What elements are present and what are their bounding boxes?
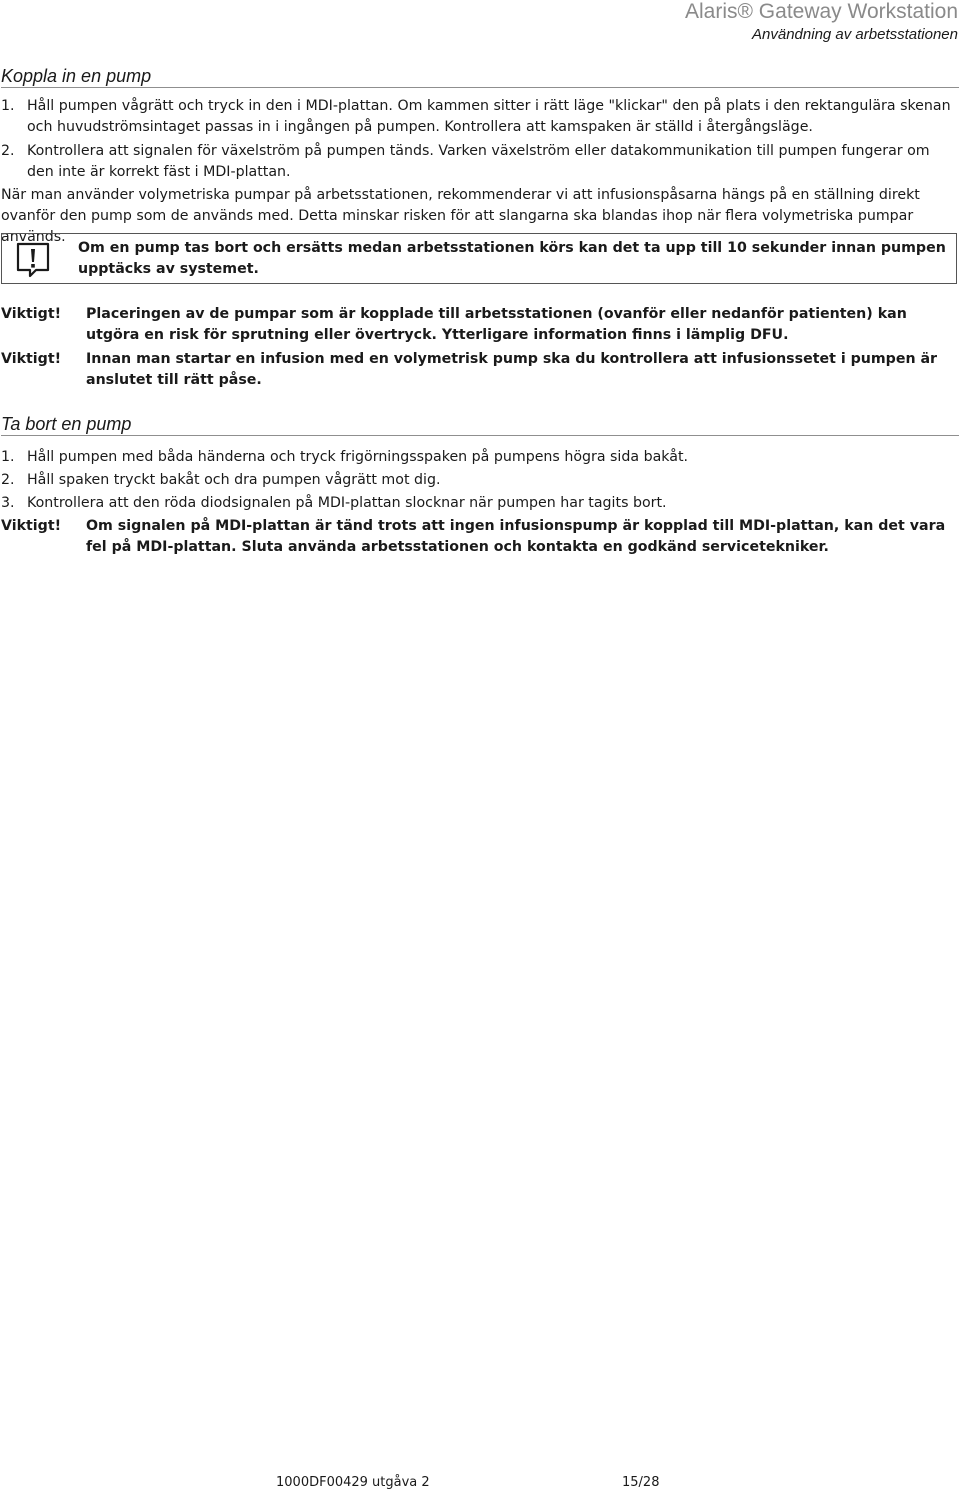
step-number: 2. (1, 143, 15, 159)
step-number: 1. (1, 449, 15, 465)
note-text: Om signalen på MDI-plattan är tänd trots att ingen infusionspump är kopplad till MDI-plattan, kan det vara fel på MDI-plattan. Sluta använda arbetsstationen och kontakta en godkänd servicetekniker. (86, 518, 946, 555)
page-header (685, 0, 958, 45)
exclamation-warning-icon (16, 242, 50, 278)
note-text: Innan man startar en infusion med en volymetrisk pump ska du kontrollera att infusionssetet i pumpen är anslutet till rätt påse. (86, 351, 938, 388)
document-id: 1000DF00429 utgåva 2 (276, 1475, 430, 1490)
step-number: 3. (1, 495, 15, 511)
step-text: Håll pumpen med båda händerna och tryck frigörningsspaken på pumpens högra sida bakåt. (27, 449, 689, 465)
step-text: Håll spaken tryckt bakåt och dra pumpen vågrätt mot dig. (27, 472, 441, 488)
product-title: Alaris® Gateway Workstation (684, 0, 958, 23)
step-text: Kontrollera att den röda diodsignalen på MDI-plattan slocknar när pumpen har tagits bort. (27, 495, 667, 511)
recommendation-paragraph: När man använder volymetriska pumpar på arbetsstationen, rekommenderar vi att infusionspåsarna hängs på en ställning direkt ovanför den pump som de används med. Detta minskar risken för att slangarna ska blandas ihop när flera volymetriska pumpar används. (1, 187, 920, 245)
step-2 (1, 141, 959, 183)
step-text: Håll pumpen vågrätt och tryck in den i MDI-plattan. Om kammen sitter i rätt läge "klickar" den på plats i den rektangulära skenan och huvudströmsintaget passas in i ingången på pumpen. Kontrollera att kamspaken är ställd i återgångsläge. (27, 98, 951, 135)
important-note (1, 516, 959, 558)
step-number: 2. (1, 472, 15, 488)
step-3 (1, 493, 959, 514)
note-label: Viktigt! (1, 351, 62, 367)
step-2 (1, 470, 959, 491)
page-number: 15/28 (622, 1475, 660, 1490)
step-1 (1, 96, 959, 138)
step-1 (1, 447, 959, 468)
important-note (1, 349, 959, 391)
section-title-connect-pump: Koppla in en pump (1, 66, 959, 88)
chapter-subtitle: Användning av arbetsstationen (752, 26, 958, 43)
note-text: Placeringen av de pumpar som är kopplade till arbetsstationen (ovanför eller nedanför patienten) kan utgöra en risk för sprutning eller övertryck. Ytterligare information finns i lämplig DFU. (86, 306, 907, 343)
step-number: 1. (1, 98, 15, 114)
note-label: Viktigt! (1, 518, 62, 534)
note-label: Viktigt! (1, 306, 62, 322)
step-text: Kontrollera att signalen för växelström på pumpen tänds. Varken växelström eller datakommunikation till pumpen fungerar om den inte är korrekt fäst i MDI-plattan. (27, 143, 930, 180)
warning-box (1, 233, 957, 284)
section-title-remove-pump: Ta bort en pump (1, 414, 959, 436)
warning-text: Om en pump tas bort och ersätts medan arbetsstationen körs kan det ta upp till 10 sekunder innan pumpen upptäcks av systemet. (78, 240, 946, 277)
important-note (1, 304, 959, 346)
